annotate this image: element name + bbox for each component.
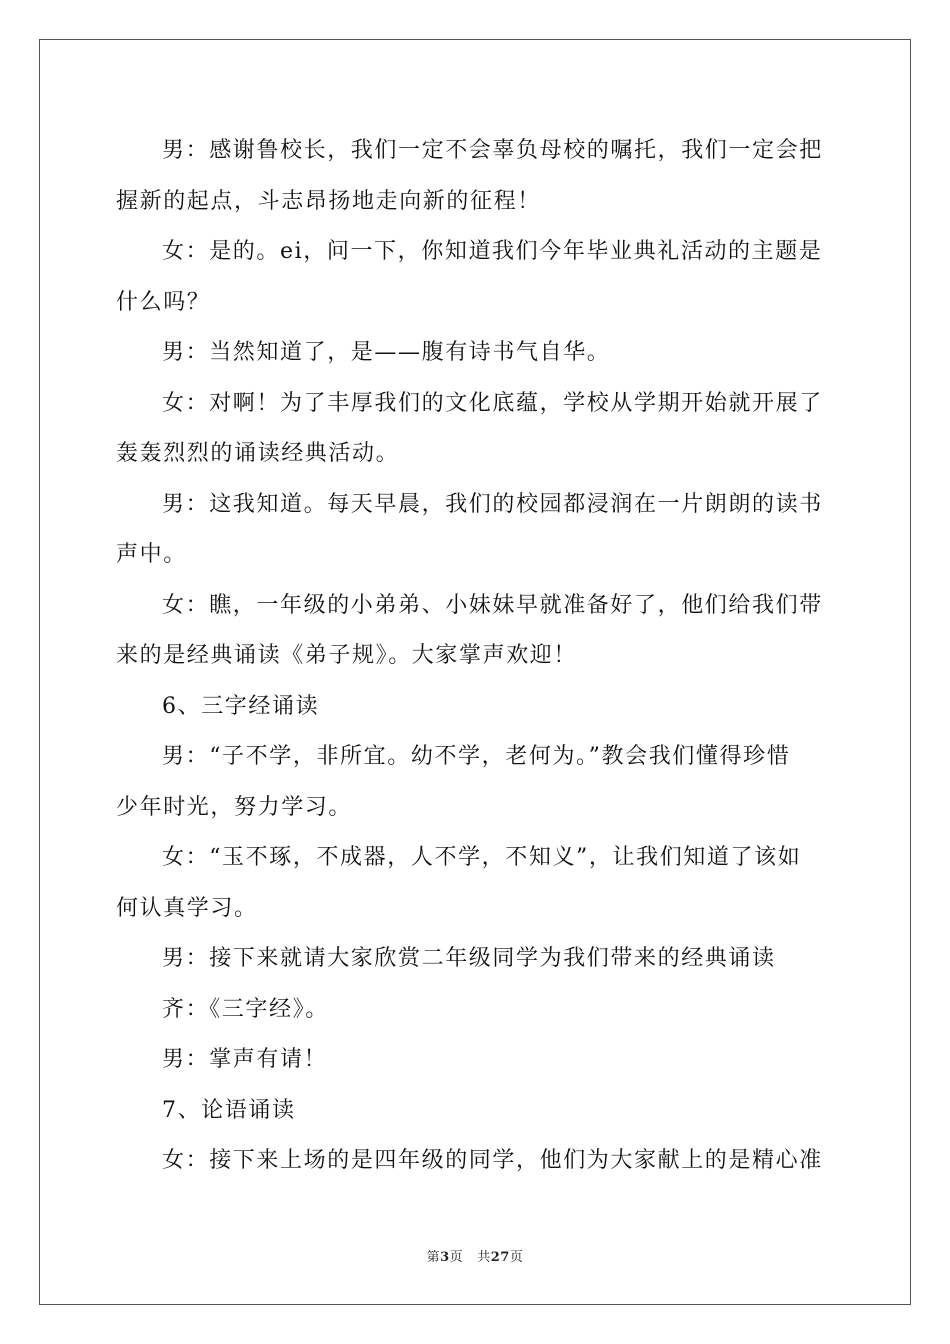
total-pages: 27: [490, 1250, 510, 1265]
paragraph: [116, 1086, 836, 1137]
text-line: 男：接下来就请大家欣赏二年级同学为我们带来的经典诵读: [162, 946, 776, 971]
page-suffix: 页: [449, 1250, 464, 1265]
text-line: 声中。: [116, 542, 187, 567]
text-line: 女：对啊！为了丰厚我们的文化底蕴，学校从学期开始就开展了: [162, 390, 823, 416]
text-line: 少年时光，努力学习。: [116, 794, 353, 820]
paragraph: [116, 379, 836, 480]
text-line: 女：是的。ei，问一下，你知道我们今年毕业典礼活动的主题是: [162, 239, 823, 264]
page-prefix: 第: [426, 1250, 441, 1265]
text-line: 7、论语诵读: [162, 1097, 296, 1123]
paragraph: [116, 1136, 836, 1187]
paragraph: [116, 480, 836, 581]
paragraph: [116, 934, 836, 985]
paragraph: [116, 328, 836, 379]
text-line: 齐：《三字经》。: [162, 996, 329, 1022]
paragraph: [116, 985, 836, 1036]
text-line: 女：接下来上场的是四年级的同学，他们为大家献上的是精心准: [162, 1148, 823, 1173]
text-line: 来的是经典诵读《弟子规》。大家掌声欢迎！: [116, 643, 578, 668]
paragraph: [116, 581, 836, 682]
paragraph: [116, 833, 836, 934]
text-line: 何认真学习。: [116, 895, 258, 921]
text-line: 男：感谢鲁校长，我们一定不会辜负母校的嘱托，我们一定会把: [162, 138, 823, 163]
paragraph: [116, 682, 836, 733]
text-line: 女：瞧，一年级的小弟弟、小妹妹早就准备好了，他们给我们带: [162, 592, 823, 618]
text-line: 轰轰烈烈的诵读经典活动。: [116, 441, 400, 466]
paragraph: [116, 126, 836, 227]
document-body: [116, 126, 836, 1187]
text-line: 6、三字经诵读: [162, 693, 320, 719]
page-number: 3: [440, 1250, 450, 1265]
paragraph: [116, 732, 836, 833]
total-suffix: 页: [509, 1250, 524, 1265]
paragraph: [116, 227, 836, 328]
total-prefix: 共: [477, 1250, 491, 1265]
text-line: 握新的起点，斗志昂扬地走向新的征程！: [116, 188, 541, 214]
paragraph: [116, 1035, 836, 1086]
text-line: 男：“子不学，非所宜。幼不学，老何为。”教会我们懂得珍惜: [162, 744, 791, 769]
text-line: 男：这我知道。每天早晨，我们的校园都浸润在一片朗朗的读书: [162, 491, 823, 517]
text-line: 什么吗？: [116, 289, 211, 315]
text-line: 男：当然知道了，是——腹有诗书气自华。: [162, 340, 611, 365]
page-footer: [0, 1246, 950, 1265]
text-line: 男：掌声有请！: [162, 1047, 328, 1072]
text-line: 女：“玉不琢，不成器，人不学，不知义”，让我们知道了该如: [162, 845, 802, 870]
